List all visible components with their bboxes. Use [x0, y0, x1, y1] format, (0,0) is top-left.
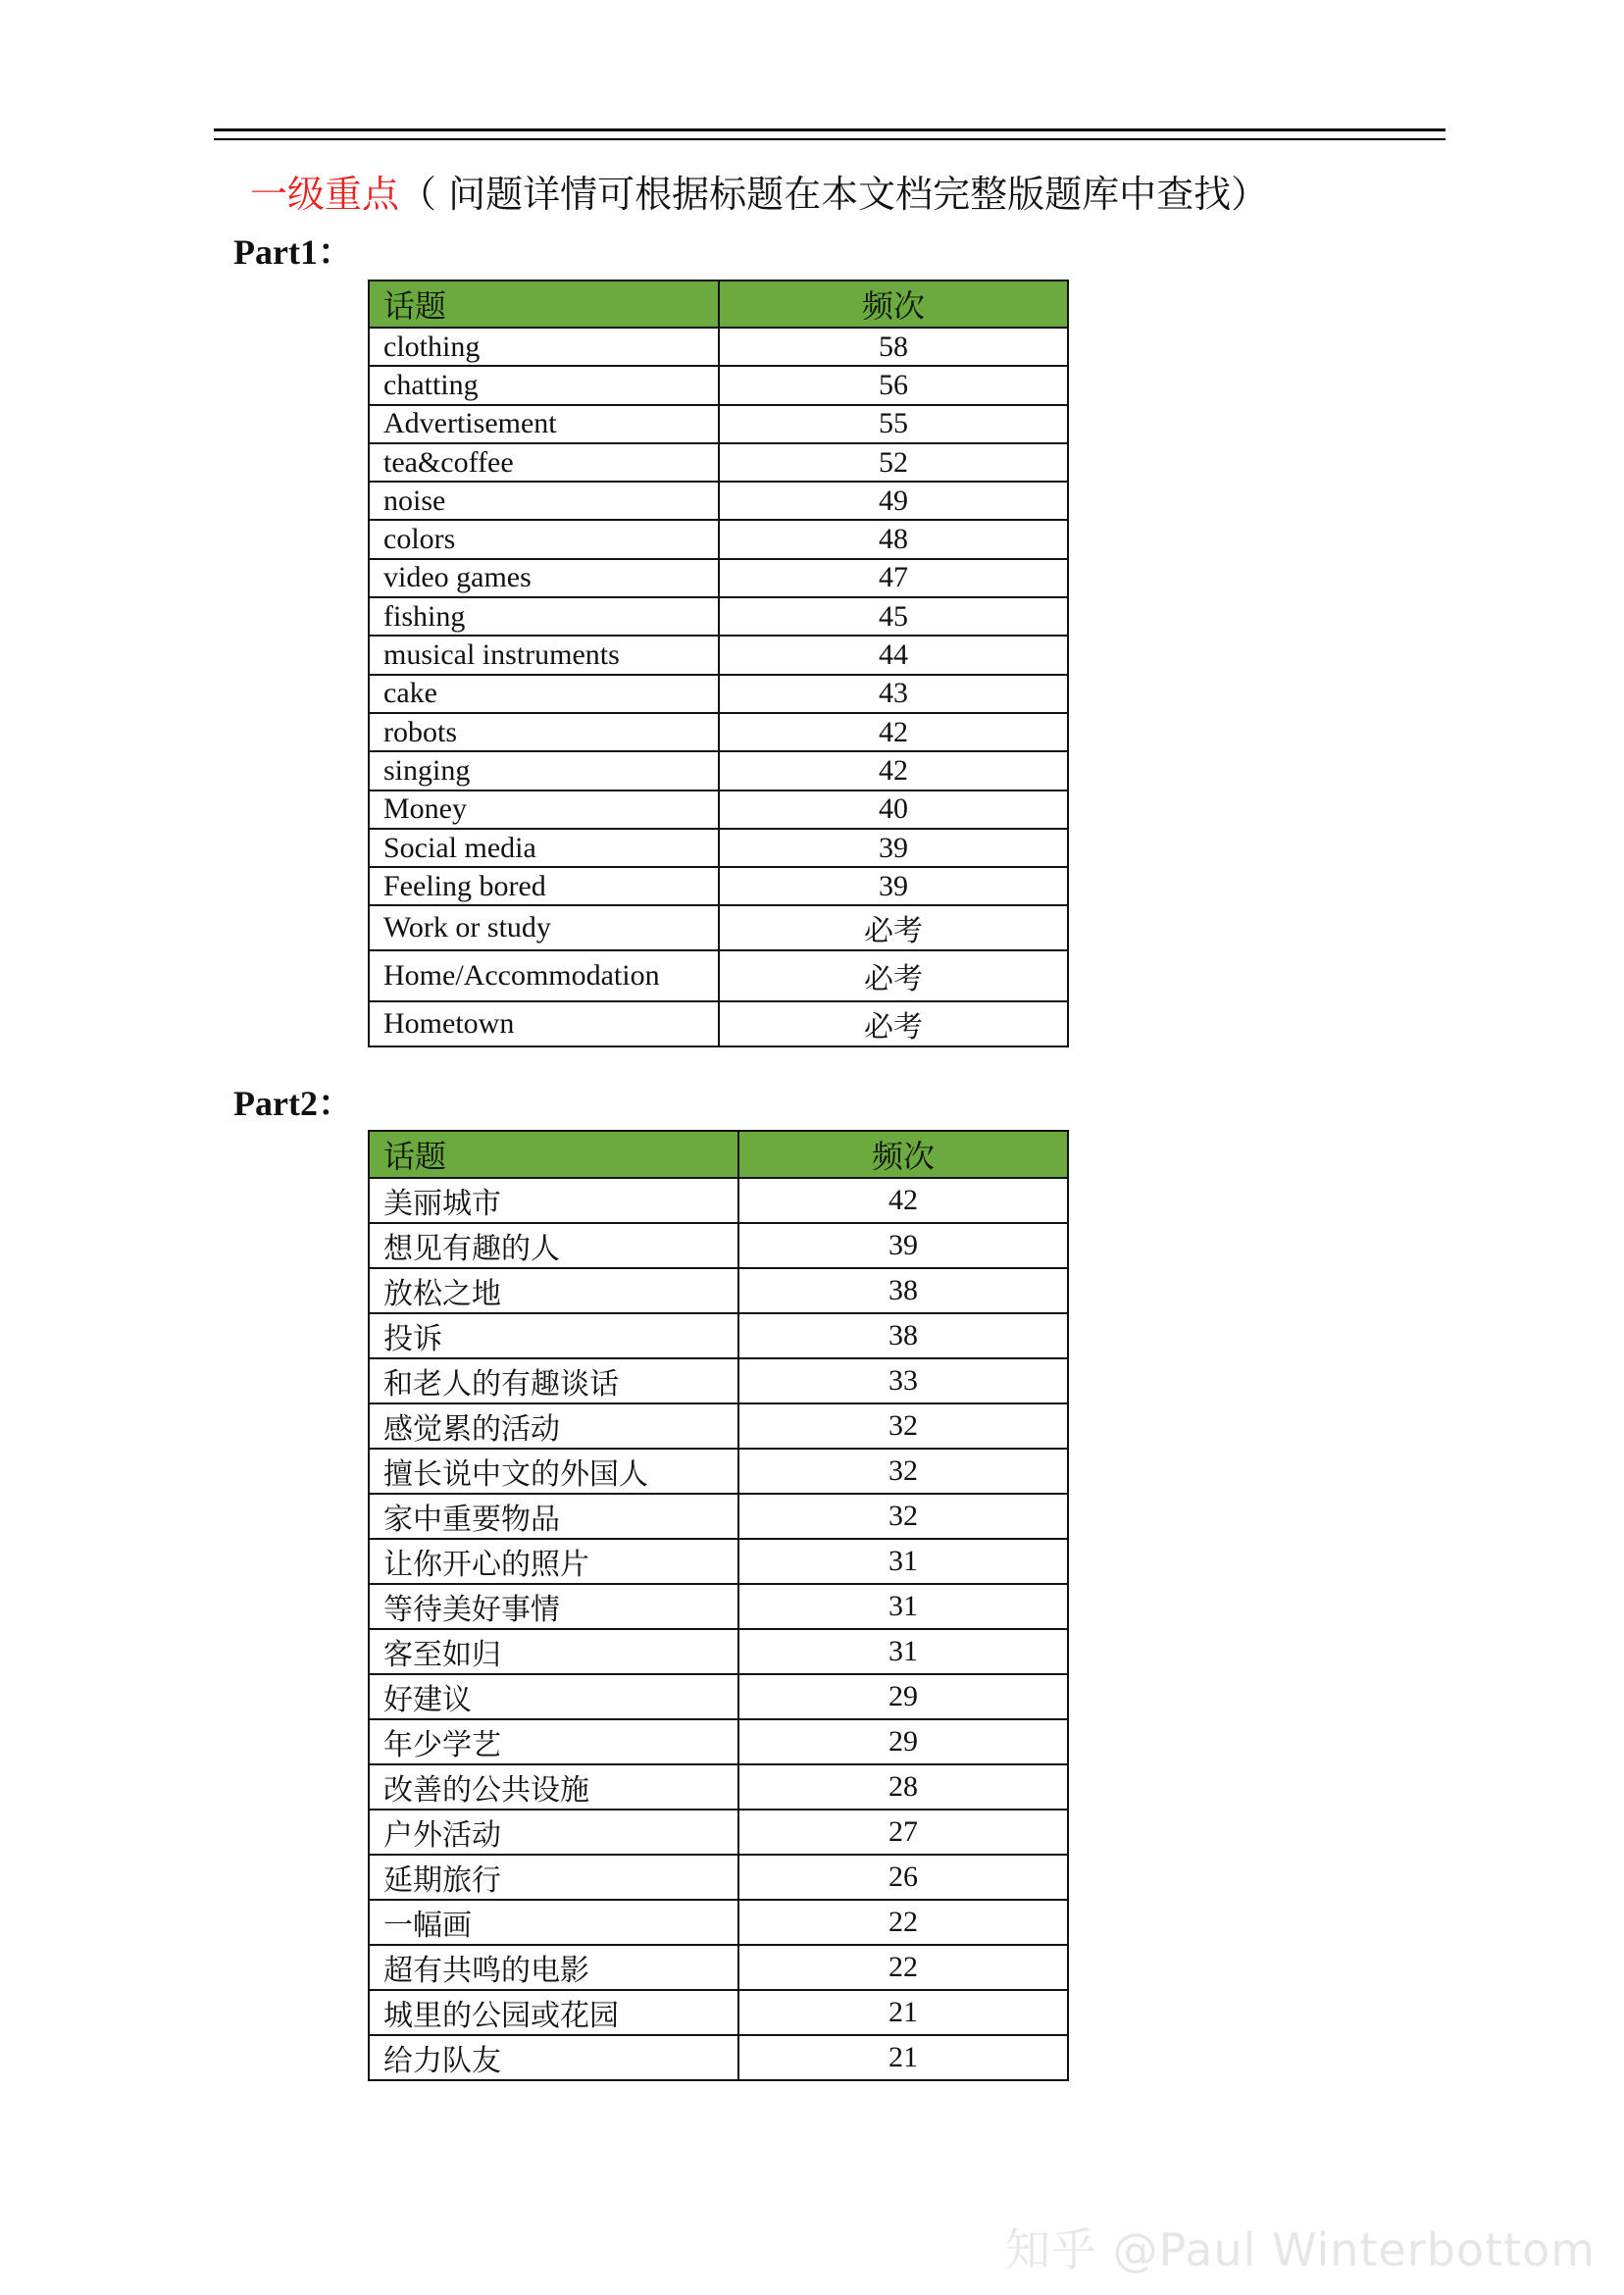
frequency-cell: 44 — [719, 636, 1068, 674]
frequency-cell: 49 — [719, 482, 1068, 520]
topic-cell: 给力队友 — [369, 2035, 738, 2080]
top-rule-thick — [214, 128, 1446, 131]
frequency-cell: 43 — [719, 675, 1068, 713]
table-row — [369, 1990, 1068, 2035]
frequency-cell: 29 — [738, 1719, 1068, 1764]
part2-header-row — [369, 1131, 1068, 1178]
table-row — [369, 950, 1068, 1001]
table-row — [369, 636, 1068, 674]
table-row — [369, 675, 1068, 713]
topic-cell: 超有共鸣的电影 — [369, 1945, 738, 1990]
table-row — [369, 1674, 1068, 1719]
frequency-cell: 55 — [719, 405, 1068, 443]
frequency-cell: 27 — [738, 1810, 1068, 1855]
frequency-cell: 28 — [738, 1764, 1068, 1810]
topic-cell: noise — [369, 482, 719, 520]
topic-cell: 感觉累的活动 — [369, 1403, 738, 1449]
page-heading — [250, 169, 1268, 220]
frequency-cell: 21 — [738, 2035, 1068, 2080]
part2-table — [368, 1130, 1069, 2081]
frequency-cell: 必考 — [719, 905, 1068, 950]
table-row — [369, 1900, 1068, 1945]
topic-cell: fishing — [369, 597, 719, 636]
topic-cell: 等待美好事情 — [369, 1584, 738, 1629]
topic-cell: Work or study — [369, 905, 719, 950]
frequency-cell: 39 — [719, 867, 1068, 905]
header-topic: 话题 — [369, 280, 719, 328]
table-row — [369, 597, 1068, 636]
topic-cell: chatting — [369, 366, 719, 404]
table-row — [369, 1945, 1068, 1990]
frequency-cell: 42 — [738, 1178, 1068, 1223]
topic-cell: video games — [369, 559, 719, 597]
table-row — [369, 520, 1068, 558]
frequency-cell: 22 — [738, 1900, 1068, 1945]
table-row — [369, 713, 1068, 751]
frequency-cell: 58 — [719, 328, 1068, 366]
frequency-cell: 56 — [719, 366, 1068, 404]
frequency-cell: 必考 — [719, 950, 1068, 1001]
header-topic: 话题 — [369, 1131, 738, 1178]
part2-label: Part2： — [233, 1084, 353, 1123]
frequency-cell: 48 — [719, 520, 1068, 558]
frequency-cell: 39 — [719, 829, 1068, 867]
zhihu-watermark: 知乎 @Paul Winterbottom — [1005, 2223, 1597, 2276]
frequency-cell: 47 — [719, 559, 1068, 597]
table-row — [369, 1494, 1068, 1539]
topic-cell: 好建议 — [369, 1674, 738, 1719]
topic-cell: Money — [369, 790, 719, 829]
frequency-cell: 21 — [738, 1990, 1068, 2035]
part1-header-row — [369, 280, 1068, 328]
topic-cell: 家中重要物品 — [369, 1494, 738, 1539]
topic-cell: 客至如归 — [369, 1629, 738, 1674]
frequency-cell: 42 — [719, 713, 1068, 751]
topic-cell: tea&coffee — [369, 443, 719, 482]
topic-cell: 年少学艺 — [369, 1719, 738, 1764]
topic-cell: 户外活动 — [369, 1810, 738, 1855]
topic-cell: Home/Accommodation — [369, 950, 719, 1001]
table-row — [369, 482, 1068, 520]
table-row — [369, 1539, 1068, 1584]
topic-cell: Social media — [369, 829, 719, 867]
frequency-cell: 52 — [719, 443, 1068, 482]
topic-cell: 城里的公园或花园 — [369, 1990, 738, 2035]
topic-cell: 投诉 — [369, 1313, 738, 1358]
topic-cell: 擅长说中文的外国人 — [369, 1449, 738, 1494]
table-row — [369, 1810, 1068, 1855]
frequency-cell: 32 — [738, 1494, 1068, 1539]
topic-cell: 一幅画 — [369, 1900, 738, 1945]
topic-cell: musical instruments — [369, 636, 719, 674]
topic-cell: 改善的公共设施 — [369, 1764, 738, 1810]
header-frequency: 频次 — [738, 1131, 1068, 1178]
frequency-cell: 40 — [719, 790, 1068, 829]
table-row — [369, 366, 1068, 404]
frequency-cell: 42 — [719, 751, 1068, 790]
topic-cell: 让你开心的照片 — [369, 1539, 738, 1584]
frequency-cell: 31 — [738, 1584, 1068, 1629]
frequency-cell: 26 — [738, 1855, 1068, 1900]
heading-note: （ 问题详情可根据标题在本文档完整版题库中查找） — [399, 173, 1269, 216]
topic-cell: colors — [369, 520, 719, 558]
topic-cell: 美丽城市 — [369, 1178, 738, 1223]
frequency-cell: 39 — [738, 1223, 1068, 1268]
table-row — [369, 1855, 1068, 1900]
frequency-cell: 45 — [719, 597, 1068, 636]
heading-key-label: 一级重点 — [250, 173, 400, 216]
table-row — [369, 1403, 1068, 1449]
table-row — [369, 867, 1068, 905]
frequency-cell: 32 — [738, 1449, 1068, 1494]
topic-cell: 放松之地 — [369, 1268, 738, 1313]
topic-cell: robots — [369, 713, 719, 751]
table-row — [369, 1313, 1068, 1358]
frequency-cell: 29 — [738, 1674, 1068, 1719]
table-row — [369, 1001, 1068, 1046]
header-frequency: 频次 — [719, 280, 1068, 328]
table-row — [369, 1358, 1068, 1403]
table-row — [369, 1449, 1068, 1494]
frequency-cell: 38 — [738, 1313, 1068, 1358]
topic-cell: cake — [369, 675, 719, 713]
table-row — [369, 1719, 1068, 1764]
topic-cell: Hometown — [369, 1001, 719, 1046]
topic-cell: 延期旅行 — [369, 1855, 738, 1900]
table-row — [369, 1764, 1068, 1810]
table-row — [369, 559, 1068, 597]
table-row — [369, 905, 1068, 950]
table-row — [369, 1584, 1068, 1629]
frequency-cell: 31 — [738, 1539, 1068, 1584]
frequency-cell: 38 — [738, 1268, 1068, 1313]
topic-cell: 想见有趣的人 — [369, 1223, 738, 1268]
part1-label: Part1： — [233, 232, 353, 272]
topic-cell: clothing — [369, 328, 719, 366]
frequency-cell: 22 — [738, 1945, 1068, 1990]
table-row — [369, 328, 1068, 366]
frequency-cell: 31 — [738, 1629, 1068, 1674]
table-row — [369, 1223, 1068, 1268]
table-row — [369, 829, 1068, 867]
table-row — [369, 751, 1068, 790]
table-row — [369, 790, 1068, 829]
top-rule-thin — [214, 138, 1446, 140]
frequency-cell: 33 — [738, 1358, 1068, 1403]
table-row — [369, 443, 1068, 482]
table-row — [369, 405, 1068, 443]
table-row — [369, 1629, 1068, 1674]
topic-cell: 和老人的有趣谈话 — [369, 1358, 738, 1403]
table-row — [369, 1178, 1068, 1223]
part1-table — [368, 280, 1069, 1047]
topic-cell: Advertisement — [369, 405, 719, 443]
topic-cell: Feeling bored — [369, 867, 719, 905]
table-row — [369, 2035, 1068, 2080]
table-row — [369, 1268, 1068, 1313]
topic-cell: singing — [369, 751, 719, 790]
frequency-cell: 32 — [738, 1403, 1068, 1449]
frequency-cell: 必考 — [719, 1001, 1068, 1046]
